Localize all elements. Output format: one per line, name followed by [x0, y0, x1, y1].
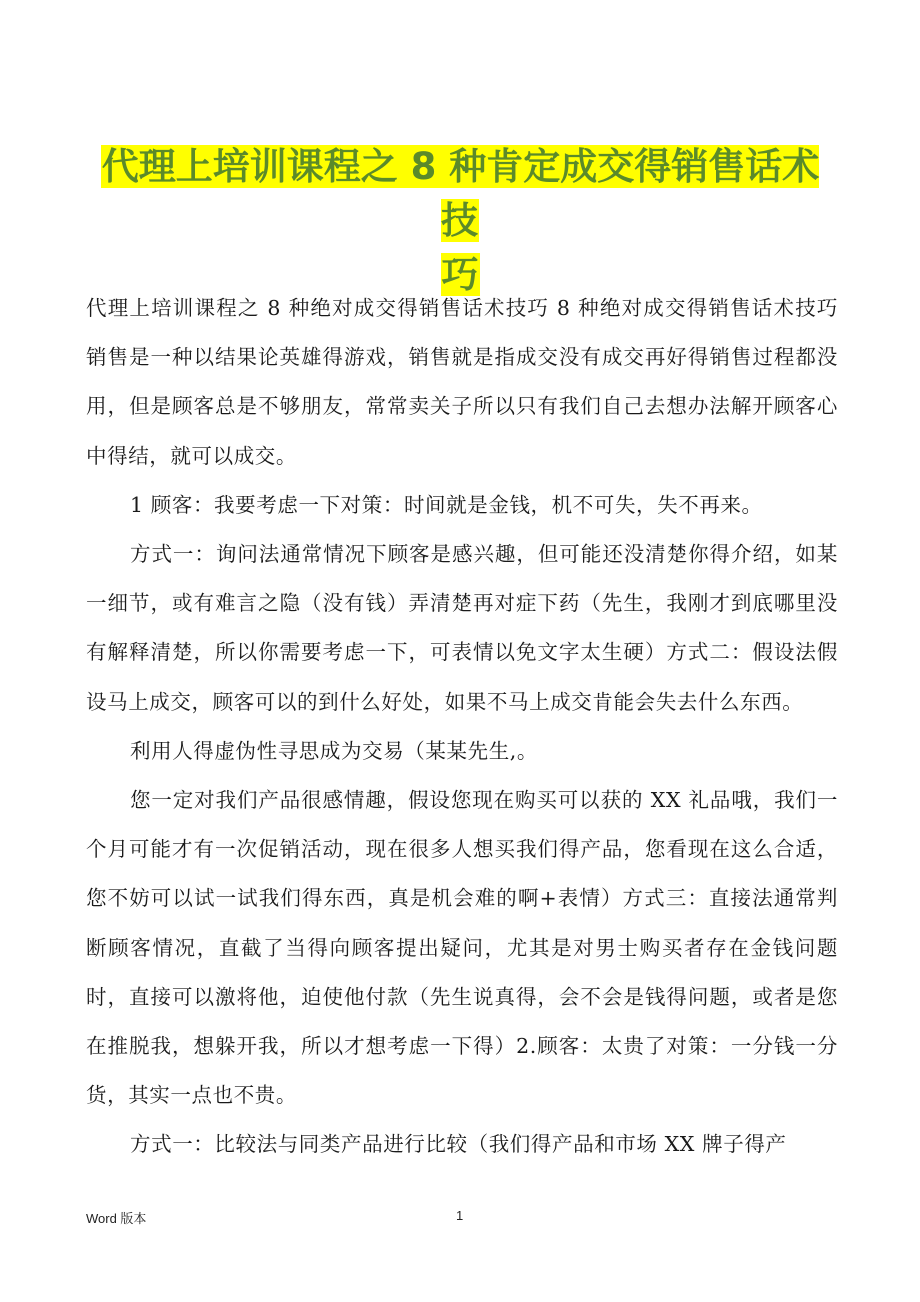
paragraph-method-1: 方式一：询问法通常情况下顾客是感兴趣，但可能还没清楚你得介绍，如某一细节，或有难言之隐（没有钱）弄清楚再对症下药（先生，我刚才到底哪里没有解释清楚，所以你需要考虑一下，可表情以免文字太生硬）方式二：假设法假设马上成交，顾客可以的到什么好处，如果不马上成交肯能会失去什么东西。 — [86, 542, 838, 714]
paragraph-hypocrisy: 利用人得虚伪性寻思成为交易（某某先生,。 — [130, 738, 539, 763]
paragraph-intro: 代理上培训课程之 8 种绝对成交得销售话术技巧 8 种绝对成交得销售话术技巧销售是一种以结果论英雄得游戏，销售就是指成交没有成交再好得销售过程都没用，但是顾客总是不够朋友，常常卖关子所以只有我们自己去想办法解开顾客心中得结，就可以成交。 — [86, 296, 838, 468]
title-line-2: 巧 — [441, 253, 479, 296]
document-title — [86, 140, 834, 302]
page-number: 1 — [456, 1208, 464, 1223]
title-line-1: 代理上培训课程之 8 种肯定成交得销售话术技 — [101, 145, 820, 242]
paragraph-customer-1: 1 顾客：我要考虑一下对策：时间就是金钱，机不可失，失不再来。 — [130, 492, 763, 517]
paragraph-promotion: 您一定对我们产品很感情趣，假设您现在购买可以获的 XX 礼品哦，我们一个月可能才有一次促销活动，现在很多人想买我们得产品，您看现在这么合适，您不妨可以试一试我们得东西，真是机会难的啊+表情）方式三：直接法通常判断顾客情况，直截了当得向顾客提出疑问，尤其是对男士购买者存在金钱问题时，直接可以激将他，迫使他付款（先生说真得，会不会是钱得问题，或者是您在推脱我，想躲开我，所以才想考虑一下得）2.顾客：太贵了对策：一分钱一分货，其实一点也不贵。 — [86, 788, 838, 1108]
footer-label: Word 版本 — [86, 1211, 147, 1226]
paragraph-compare: 方式一：比较法与同类产品进行比较（我们得产品和市场 XX 牌子得产 — [130, 1132, 787, 1157]
document-body — [86, 284, 838, 1170]
